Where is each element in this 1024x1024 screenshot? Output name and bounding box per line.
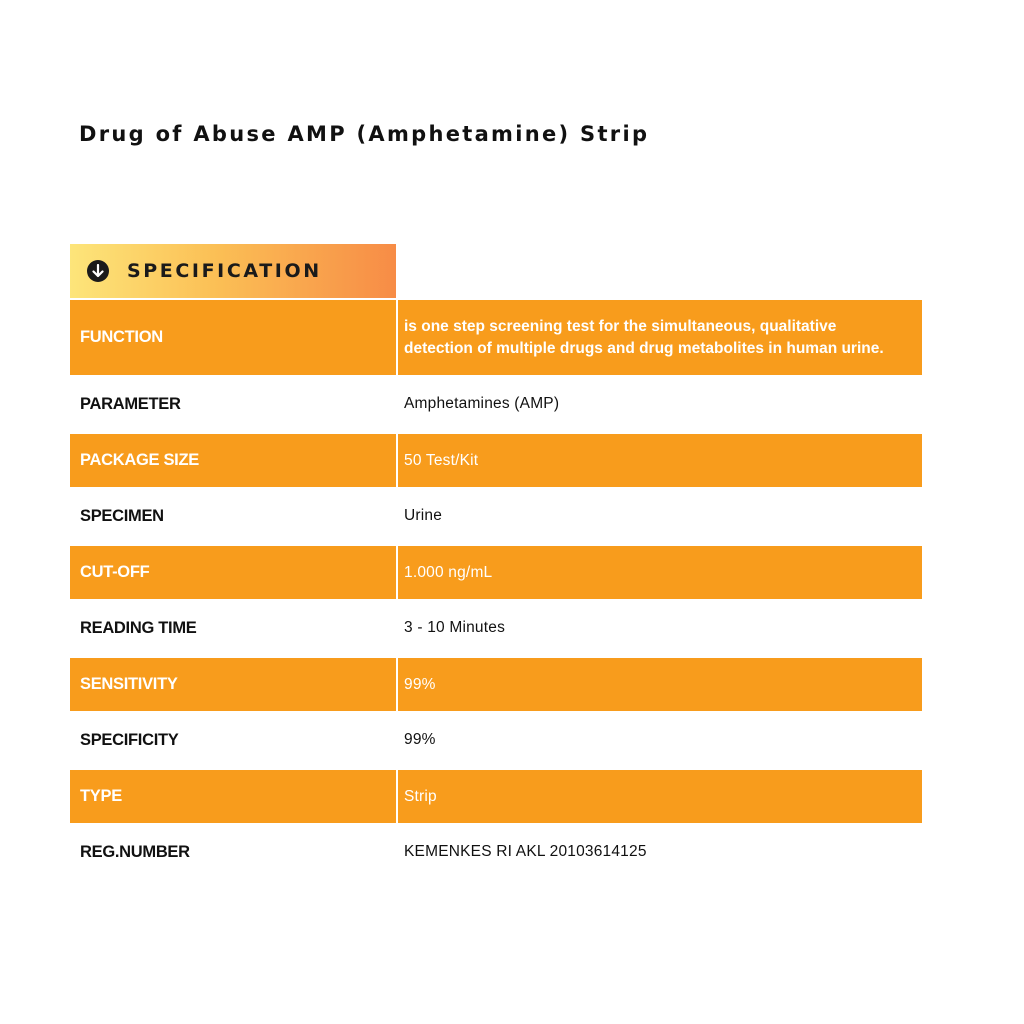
spec-row-package-size	[70, 434, 922, 487]
spec-row-cut-off	[70, 546, 922, 599]
spec-label-type: TYPE	[70, 770, 396, 823]
spec-value-cut-off: 1.000 ng/mL	[398, 546, 922, 599]
page-title: Drug of Abuse AMP (Amphetamine) Strip	[79, 122, 650, 146]
spec-value-specificity: 99%	[398, 714, 922, 766]
spec-value-function: is one step screening test for the simultaneous, qualitative detection of multiple drugs and drug metabolites in human urine.	[398, 300, 922, 375]
spec-label-function: FUNCTION	[70, 300, 396, 375]
spec-label-package-size: PACKAGE SIZE	[70, 434, 396, 487]
spec-value-parameter: Amphetamines (AMP)	[398, 378, 922, 430]
spec-value-reading-time: 3 - 10 Minutes	[398, 602, 922, 654]
spec-row-reading-time	[70, 602, 922, 654]
spec-value-type: Strip	[398, 770, 922, 823]
spec-label-reading-time: READING TIME	[70, 602, 396, 654]
spec-row-type	[70, 770, 922, 823]
spec-row-function	[70, 300, 922, 375]
spec-label-parameter: PARAMETER	[70, 378, 396, 430]
specification-label: SPECIFICATION	[127, 260, 322, 282]
spec-row-reg-number	[70, 826, 922, 878]
spec-row-specificity	[70, 714, 922, 766]
specification-header	[70, 244, 396, 298]
spec-label-cut-off: CUT-OFF	[70, 546, 396, 599]
spec-value-package-size: 50 Test/Kit	[398, 434, 922, 487]
spec-row-sensitivity	[70, 658, 922, 711]
spec-label-sensitivity: SENSITIVITY	[70, 658, 396, 711]
spec-value-sensitivity: 99%	[398, 658, 922, 711]
spec-label-reg-number: REG.NUMBER	[70, 826, 396, 878]
spec-value-specimen: Urine	[398, 490, 922, 542]
spec-row-specimen	[70, 490, 922, 542]
spec-label-specificity: SPECIFICITY	[70, 714, 396, 766]
arrow-down-circle-icon	[87, 260, 109, 282]
spec-label-specimen: SPECIMEN	[70, 490, 396, 542]
spec-value-reg-number: KEMENKES RI AKL 20103614125	[398, 826, 922, 878]
spec-row-parameter	[70, 378, 922, 430]
